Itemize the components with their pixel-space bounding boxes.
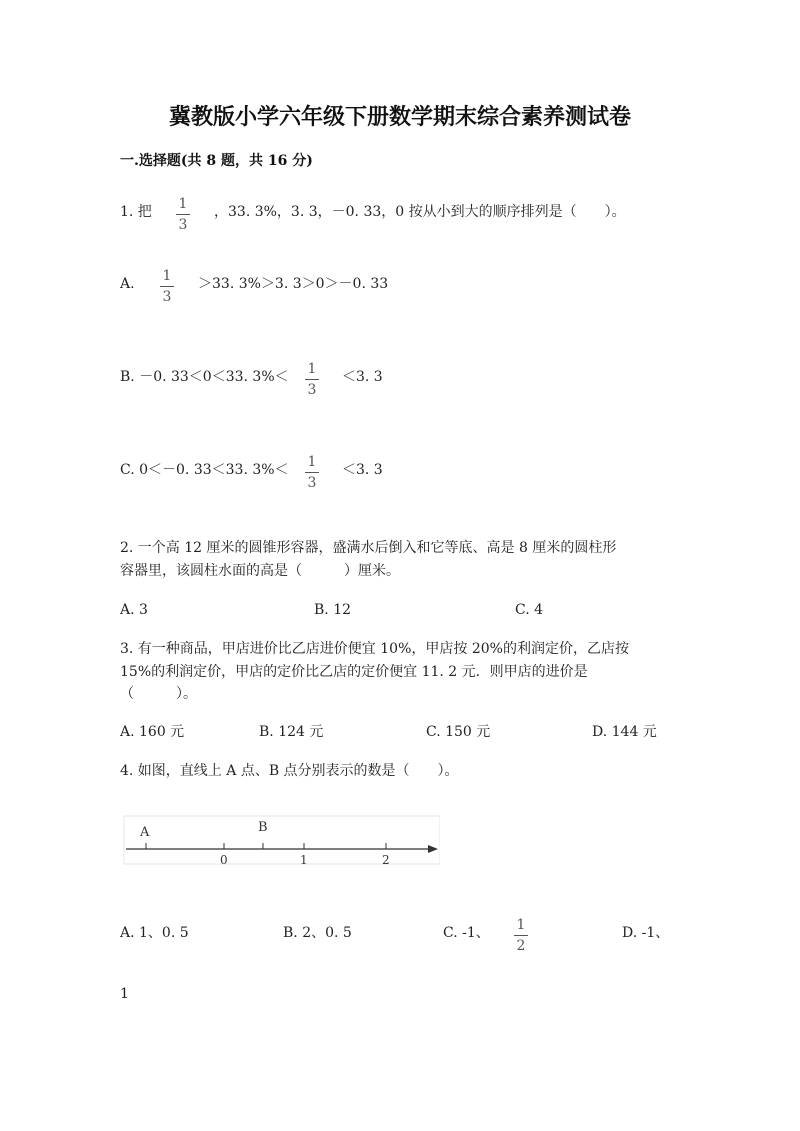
q1-prefix: 1. 把 bbox=[120, 204, 152, 220]
fraction-bar bbox=[514, 935, 528, 936]
q1-option-a-label: A. bbox=[120, 276, 135, 292]
q3-option-c: C. 150 元 bbox=[426, 724, 491, 740]
frac-num: 1 bbox=[162, 268, 172, 284]
q1-option-b-fraction bbox=[305, 361, 319, 398]
figure-frame bbox=[124, 816, 440, 864]
point-b-label: B bbox=[258, 820, 268, 835]
frac-den: 2 bbox=[516, 938, 526, 954]
q2-line-2: 容器里，该圆柱水面的高是（ ）厘米。 bbox=[120, 563, 400, 579]
q3-line-3: （ ）。 bbox=[120, 686, 197, 702]
q1-option-b-after: ＜3. 3 bbox=[342, 369, 383, 385]
point-a-label: A bbox=[140, 825, 150, 840]
arrow-head-icon bbox=[428, 845, 438, 853]
tick-label-0: 0 bbox=[220, 853, 228, 867]
q4-option-a: A. 1、0. 5 bbox=[120, 925, 189, 941]
fraction-bar bbox=[176, 214, 190, 215]
q1-option-c-after: ＜3. 3 bbox=[342, 462, 383, 478]
q4-option-b: B. 2、0. 5 bbox=[283, 925, 352, 941]
page-title: 冀教版小学六年级下册数学期末综合素养测试卷 bbox=[168, 104, 631, 130]
q2-option-b: B. 12 bbox=[314, 602, 352, 618]
q3-option-a: A. 160 元 bbox=[120, 724, 185, 740]
frac-num: 1 bbox=[307, 361, 317, 377]
q1-option-a-text: ＞33. 3%＞3. 3＞0＞－0. 33 bbox=[198, 276, 389, 292]
q4-option-c-fraction bbox=[514, 917, 528, 954]
fraction-bar bbox=[305, 472, 319, 473]
q1-frac-num: 1 bbox=[178, 196, 188, 212]
q1-option-a-fraction bbox=[160, 268, 174, 305]
q4-option-c: C. -1、 bbox=[443, 925, 490, 941]
q1-fraction bbox=[176, 196, 190, 233]
fraction-bar bbox=[160, 286, 174, 287]
tick-label-1: 1 bbox=[300, 853, 308, 867]
q3-line-2: 15%的利润定价，甲店的定价比乙店的定价便宜 11. 2 元．则甲店的进价是 bbox=[120, 664, 588, 680]
q3-option-d: D. 144 元 bbox=[592, 724, 657, 740]
number-line-figure bbox=[120, 812, 440, 872]
section-heading: 一.选择题(共 8 题，共 16 分) bbox=[120, 153, 313, 169]
q2-option-c: C. 4 bbox=[515, 602, 544, 618]
q1-option-c-text: C. 0＜－0. 33＜33. 3%＜ bbox=[120, 462, 289, 478]
q3-line-1: 3. 有一种商品，甲店进价比乙店进价便宜 10%，甲店按 20%的利润定价，乙店按 bbox=[120, 641, 629, 657]
q2-line-1: 2. 一个高 12 厘米的圆锥形容器，盛满水后倒入和它等底、高是 8 厘米的圆柱形 bbox=[120, 540, 617, 556]
q1-option-c-fraction bbox=[305, 454, 319, 491]
q3-option-b: B. 124 元 bbox=[259, 724, 324, 740]
q4-stem: 4. 如图，直线上 A 点、B 点分别表示的数是（ ）。 bbox=[120, 763, 459, 779]
fraction-bar bbox=[305, 379, 319, 380]
q1-suffix: ，33. 3%，3. 3，－0. 33，0 按从小到大的顺序排列是（ ）。 bbox=[214, 204, 626, 220]
frac-den: 3 bbox=[162, 289, 172, 305]
frac-den: 3 bbox=[307, 475, 317, 491]
tick-label-2: 2 bbox=[382, 853, 390, 867]
frac-num: 1 bbox=[516, 917, 526, 933]
q4-option-d-continued: 1 bbox=[120, 986, 129, 1002]
q1-option-b-text: B. －0. 33＜0＜33. 3%＜ bbox=[120, 369, 289, 385]
frac-den: 3 bbox=[307, 382, 317, 398]
q2-option-a: A. 3 bbox=[120, 602, 148, 618]
frac-num: 1 bbox=[307, 454, 317, 470]
q1-frac-den: 3 bbox=[178, 217, 188, 233]
q4-option-d: D. -1、 bbox=[622, 925, 670, 941]
